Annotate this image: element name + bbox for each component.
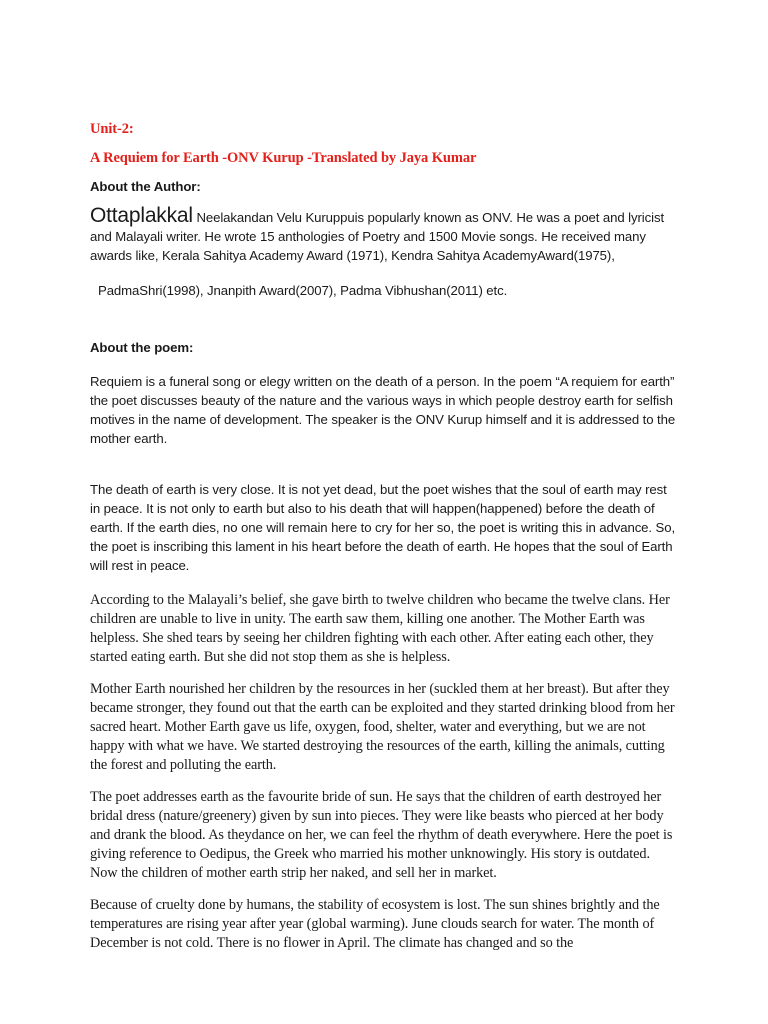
poem-paragraph-mother-earth: Mother Earth nourished her children by the resources in her (suckled them at her breast). But after they became stronger, they found out that the earth can be exploited and they started drinking blood from her sacred heart. Mother Earth gave us life, oxygen, food, shelter, water and everything, but we are not happy with what we have. We started destroying the resources of the earth, killing the animals, cutting the forest and polluting the earth. <box>90 681 675 773</box>
poem-title-line: A Requiem for Earth -ONV Kurup -Translated by Jaya Kumar <box>90 150 477 166</box>
poem-paragraph-death-of-earth: The death of earth is very close. It is not yet dead, but the poet wishes that the soul of earth may rest in peace. It is not only to earth but also to his death that will happen(happened) before the death of earth. If the earth dies, no one will remain here to cry for her so, the poet is writing this in advance. So, the poet is inscribing this lament in his heart before the death of earth. He hopes that the soul of Earth will rest in peace. <box>90 482 676 573</box>
unit-heading: Unit-2: <box>90 121 134 137</box>
poem-paragraph-bride-of-sun: The poet addresses earth as the favourite bride of sun. He says that the children of earth destroyed her bridal dress (nature/greenery) given by sun into pieces. They were like beasts who pierced at her body and drank the blood. As theydance on her, we can feel the rhythm of death everywhere. Here the poet is giving reference to Oedipus, the Greek who married his mother unknowingly. His story is outdated. Now the children of mother earth strip her naked, and sell her in market. <box>90 789 673 881</box>
about-poem-heading: About the poem: <box>90 340 194 355</box>
author-text: Neelakandan Velu Kuruppuis popularly known as ONV. He was a poet and lyricist and Malayali writer. He wrote 15 anthologies of Poetry and 1500 Movie songs. He received many awards like, Kerala Sahitya Academy Award (1971), Kendra Sahitya AcademyAward(1975), <box>90 210 665 263</box>
poem-paragraph-cruelty: Because of cruelty done by humans, the stability of ecosystem is lost. The sun shines brightly and the temperatures are rising year after year (global warming). June clouds search for water. The month of December is not cold. There is no flower in April. The climate has changed and so the <box>90 897 660 951</box>
author-awards-line: PadmaShri(1998), Jnanpith Award(2007), Padma Vibhushan(2011) etc. <box>98 283 508 298</box>
author-lead-word: Ottaplakkal <box>90 204 193 227</box>
poem-paragraph-requiem: Requiem is a funeral song or elegy written on the death of a person. In the poem “A requiem for earth” the poet discusses beauty of the nature and the various ways in which people destroy earth for selfish motives in the name of development. The speaker is the ONV Kurup himself and it is addressed to the mother earth. <box>90 374 676 446</box>
about-author-heading: About the Author: <box>90 179 201 194</box>
poem-paragraph-malayali-belief: According to the Malayali’s belief, she gave birth to twelve children who became the twelve clans. Her children are unable to live in unity. The earth saw them, killing one another. The Mother Earth was helpless. She shed tears by seeing her children fighting with each other. After eating each other, they started eating earth. But she did not stop them as she is helpless. <box>90 592 670 665</box>
author-paragraph <box>90 206 678 265</box>
